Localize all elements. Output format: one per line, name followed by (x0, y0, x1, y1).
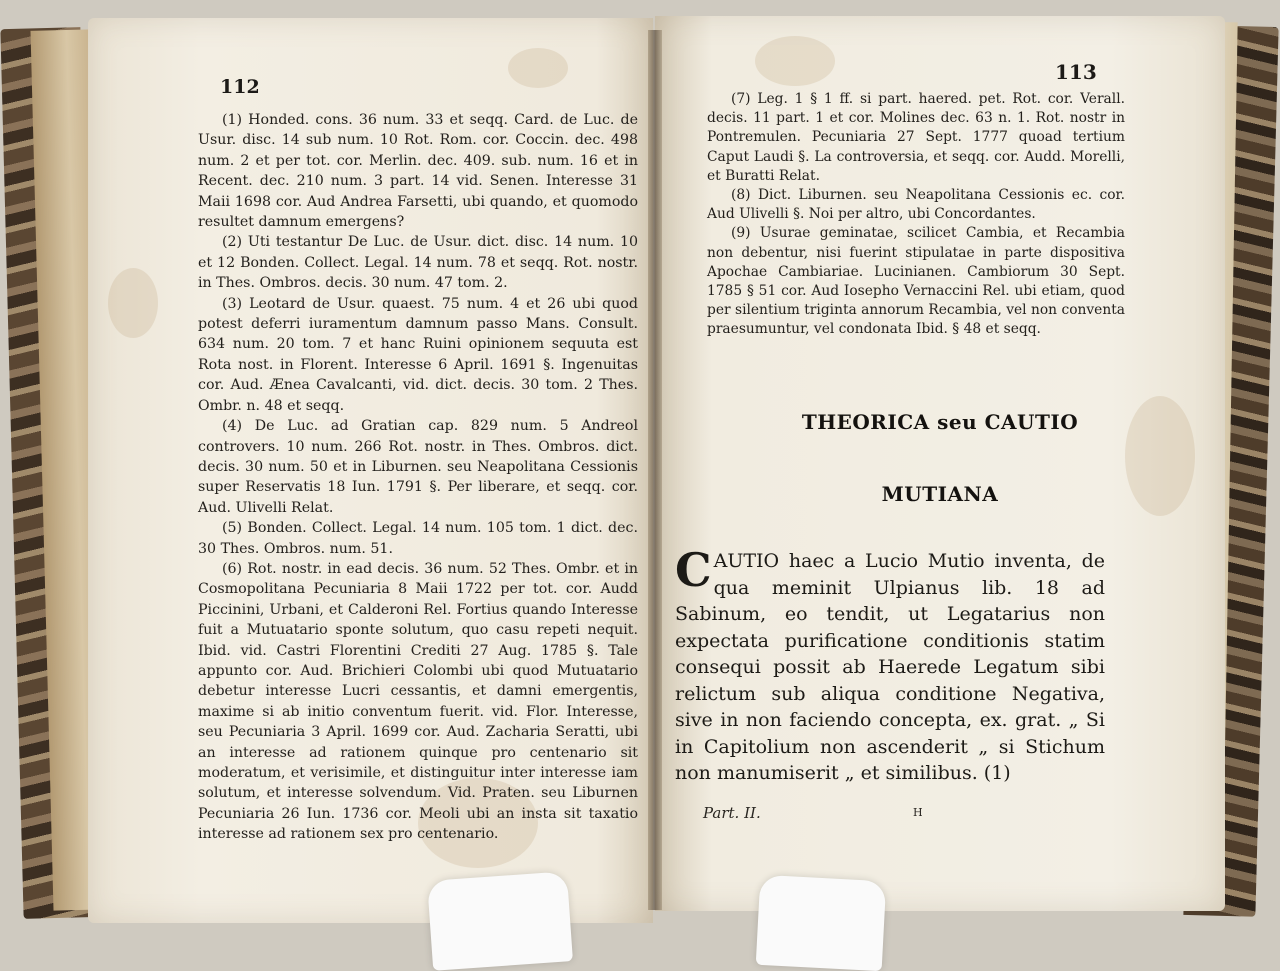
page-footer (703, 804, 1123, 822)
footnote-1: (1) Honded. cons. 36 num. 33 et seqq. Card. de Luc. de Usur. disc. 14 sub num. 10 Rot. Rom. cor. Coccin. dec. 498 num. 2 et per tot. cor. Merlin. dec. 409. sub. num. 16 et in Recent. dec. 210 num. 3 part. 14 vid. Senen. Interesse 31 Maii 1698 cor. Aud Andrea Farsetti, ubi quando, et quomodo resultet damnum emergens? (198, 112, 638, 231)
drop-cap: C (675, 543, 712, 597)
footnote-3: (3) Leotard de Usur. quaest. 75 num. 4 et 26 ubi quod potest deferri iuramentum damnum passo Mans. Consult. 634 num. 20 tom. 7 et hanc Ruini opinionem sequuta est Rota nost. in Florent. Interesse 6 April. 1691 §. Ingenuitas cor. Aud. Ænea Cavalcanti, vid. dict. decis. 30 tom. 2 Thes. Ombr. n. 48 et seqq. (198, 295, 638, 414)
book-gutter (648, 30, 662, 910)
right-page (655, 16, 1225, 911)
body-text: AUTIO haec a Lucio Mutio inventa, de qua meminit Ulpianus lib. 18 ad Sabinum, eo tendit, ut Legatarius non expectata purificatione conditionis statim consequi possit ab Haerede Legatum sibi relictum sub aliqua conditione Negativa, sive in non faciendo concepta, ex. grat. „ Si in Capitolium non ascenderit „ si Stichum non manumiserit „ et similibus. (1) (675, 550, 1105, 784)
footnote-5: (5) Bonden. Collect. Legal. 14 num. 105 tom. 1 dict. dec. 30 Thes. Ombros. num. 51. (198, 520, 638, 557)
footnote-4: (4) De Luc. ad Gratian cap. 829 num. 5 Andreol controvers. 10 num. 266 Rot. nostr. in Thes. Ombros. dict. decis. 30 num. 50 et in Liburnen. seu Neapolitana Cessionis super Reservatis 18 Iun. 1791 §. Per liberare, et seqq. cor. Aud. Ulivelli Relat. (198, 418, 638, 516)
left-page-holder (427, 871, 573, 971)
foxing-stain (755, 36, 835, 86)
footnote-8: (8) Dict. Liburnen. seu Neapolitana Cessionis ec. cor. Aud Ulivelli §. Noi per altro, ubi Concordantes. (707, 187, 1125, 223)
footnote-2: (2) Uti testantur De Luc. de Usur. dict. disc. 14 num. 10 et 12 Bonden. Collect. Legal. 14 num. 78 et seqq. Rot. nostr. in Thes. Ombros. decis. 30 num. 47 tom. 2. (198, 234, 638, 292)
signature-mark: H (913, 806, 923, 819)
section-heading: THEORICA seu CAUTIO (801, 410, 1079, 434)
page-number-left: 112 (220, 76, 260, 98)
footnote-7: (7) Leg. 1 § 1 ff. si part. haered. pet. Rot. cor. Verall. decis. 11 part. 1 et cor. Molines dec. 63 n. 1. Rot. nostr in Pontremulen. Pecuniaria 27 Sept. 1777 quoad tertium Caput Laudi §. La controversia, et seqq. cor. Audd. Morelli, et Buratti Relat. (707, 91, 1125, 184)
section-subheading: MUTIANA (881, 482, 999, 506)
foxing-stain (508, 48, 568, 88)
footer-part-label: Part. II. (703, 804, 761, 822)
left-page (88, 18, 653, 923)
page-number-right: 113 (1055, 60, 1097, 84)
right-page-holder (756, 875, 887, 971)
footnotes-left (198, 110, 638, 845)
footnote-6: (6) Rot. nostr. in ead decis. 36 num. 52 Thes. Ombr. et in Cosmopolitana Pecuniaria 8 Maii 1722 per tot. cor. Audd Piccinini, Urbani, et Calderoni Rel. Fortius quando Interesse fuit a Mutuatario sponte solutum, quo casu repeti nequit. Ibid. vid. Castri Florentini Crediti 27 Aug. 1785 §. Tale appunto cor. Aud. Brichieri Colombi ubi quod Mutuatario debetur interesse Lucri cessantis, et damni emergentis, maxime si ab initio conventum fuerit. vid. Flor. Interesse, seu Pecuniaria 3 April. 1699 cor. Aud. Zacharia Seratti, ubi an interesse ad rationem quinque pro centenario sit moderatum, et verisimile, et distinguitur inter interesse iam solutum, et interesse solvendum. Vid. Praten. seu Liburnen Pecuniaria 26 Iun. 1736 cor. Meoli ubi an insta sit taxatio interesse ad rationem sex pro centenario. (198, 560, 638, 843)
footnote-9: (9) Usurae geminatae, scilicet Cambia, et Recambia non debentur, nisi fuerint stipulatae in parte dispositiva Apochae Cambiariae. Lucinianen. Cambiorum 30 Sept. 1785 § 51 cor. Aud Iosepho Vernaccini Rel. ubi etiam, quod per silentium triginta annorum Recambia, vel non conventa praesumuntur, vel condonata Ibid. § 48 et seqq. (707, 225, 1125, 338)
footnotes-right (707, 90, 1125, 340)
body-paragraph (675, 543, 1105, 787)
foxing-stain (108, 268, 158, 338)
